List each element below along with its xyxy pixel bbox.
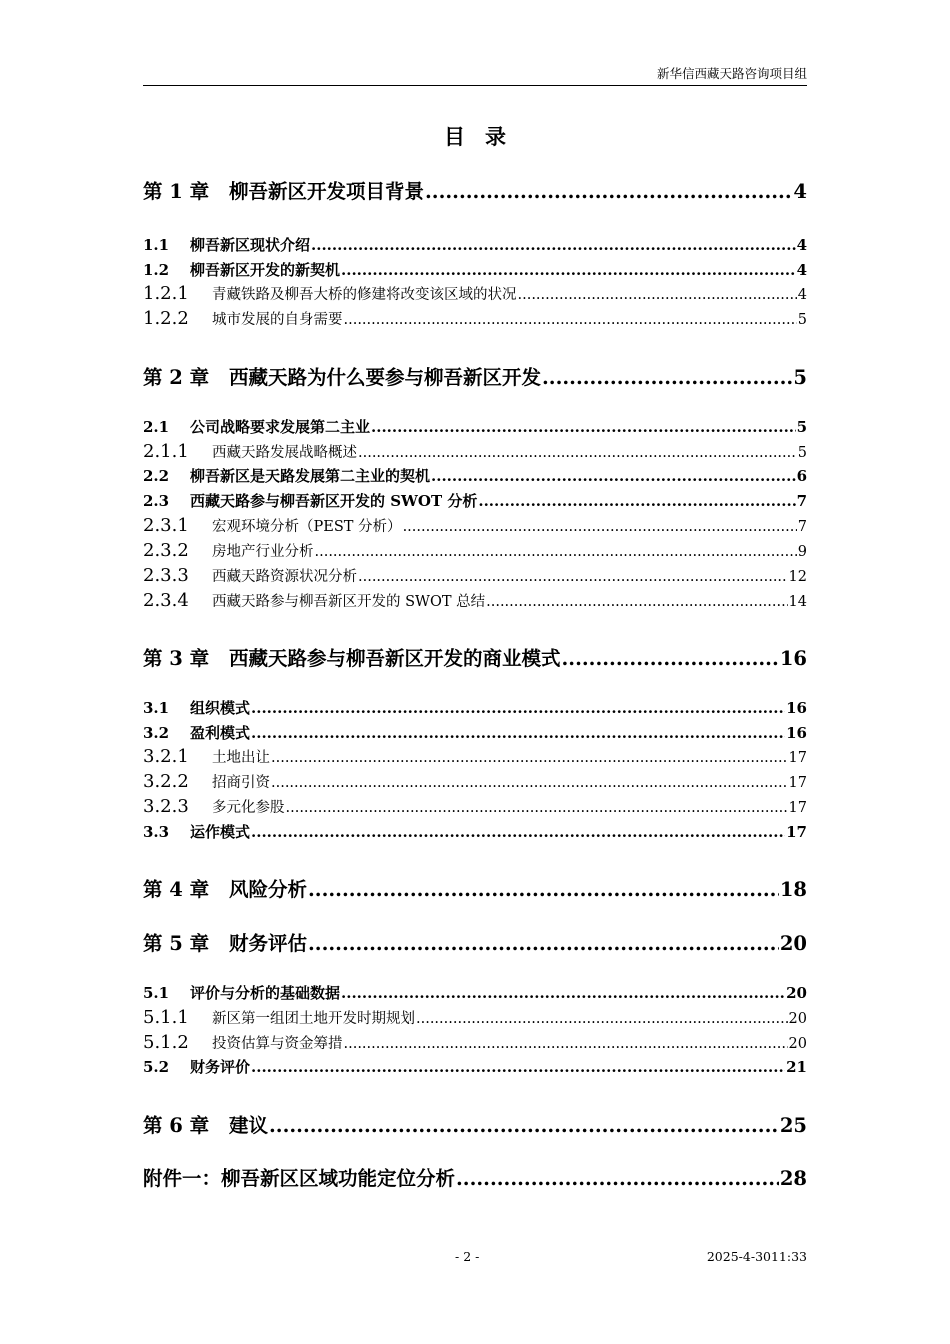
toc-entry-number: 1.2 <box>143 261 170 279</box>
toc-entry-page: 4 <box>796 236 807 254</box>
toc-entry[interactable] <box>143 928 807 956</box>
toc-entry-page: 20 <box>788 1011 807 1027</box>
toc-dot-leader <box>371 418 796 436</box>
toc-entry-label: 评价与分析的基础数据 <box>190 984 341 1002</box>
toc-dot-leader <box>308 878 779 901</box>
toc-dot-leader <box>358 445 797 461</box>
toc-entry-page: 16 <box>786 724 807 742</box>
toc-dot-leader <box>486 594 787 610</box>
toc-entry-label: 土地出让 <box>212 750 270 766</box>
toc-entry[interactable] <box>143 416 807 437</box>
toc-entry-number: 2.3.1 <box>143 515 189 536</box>
toc-entry[interactable] <box>143 771 807 792</box>
footer-date: 2025-4-3011:33 <box>706 1249 807 1264</box>
toc-entry[interactable] <box>143 362 807 390</box>
toc-entry-number: 第 6 章 <box>143 1114 210 1137</box>
toc-entry-label: 新区第一组团土地开发时期规划 <box>212 1011 415 1027</box>
toc-dot-leader <box>308 932 779 955</box>
toc-entry-number: 第 3 章 <box>143 647 210 670</box>
toc-entry-page: 5 <box>796 418 807 436</box>
toc-dot-leader <box>425 180 792 203</box>
toc-dot-leader <box>542 366 792 389</box>
toc-dot-leader <box>341 984 785 1002</box>
toc-entry-number: 1.1 <box>143 236 170 254</box>
toc-entry-number: 2.2 <box>143 467 170 485</box>
toc-entry-page: 17 <box>786 823 807 841</box>
toc-entry-page: 17 <box>788 800 807 816</box>
toc-entry[interactable] <box>143 796 807 817</box>
toc-dot-leader <box>315 544 797 560</box>
toc-entry[interactable] <box>143 1007 807 1028</box>
toc-dot-leader <box>251 724 785 742</box>
toc-entry-page: 20 <box>788 1036 807 1052</box>
toc-entry-label: 柳吾新区开发的新契机 <box>190 261 341 279</box>
toc-entry[interactable] <box>143 982 807 1003</box>
toc-entry[interactable] <box>143 874 807 902</box>
toc-entry[interactable] <box>143 1032 807 1053</box>
toc-entry-page: 16 <box>779 647 807 670</box>
toc-entry-number: 3.2.2 <box>143 771 189 792</box>
toc-entry-label: 城市发展的自身需要 <box>212 312 343 328</box>
toc-dot-leader <box>416 1011 788 1027</box>
toc-entry-number: 2.3 <box>143 492 170 510</box>
toc-entry[interactable] <box>143 821 807 842</box>
toc-dot-leader <box>403 519 797 535</box>
toc-entry-page: 5 <box>793 366 807 389</box>
toc-dot-leader <box>271 775 788 791</box>
toc-entry-number: 第 5 章 <box>143 932 210 955</box>
toc-entry-number: 3.2.1 <box>143 746 189 767</box>
toc-entry[interactable] <box>143 465 807 486</box>
toc-entry[interactable] <box>143 308 807 329</box>
toc-dot-leader <box>518 287 797 303</box>
toc-entry-label: 公司战略要求发展第二主业 <box>190 418 371 436</box>
toc-entry[interactable] <box>143 643 807 671</box>
toc-entry-number: 5.1.1 <box>143 1007 189 1028</box>
toc-dot-leader <box>311 236 796 254</box>
toc-entry-label: 柳吾新区是天路发展第二主业的契机 <box>190 467 431 485</box>
toc-entry-page: 9 <box>797 544 807 560</box>
toc-entry[interactable] <box>143 565 807 586</box>
toc-entry-number: 2.3.3 <box>143 565 189 586</box>
toc-entry-label: 西藏天路参与柳吾新区开发的商业模式 <box>229 647 561 670</box>
toc-dot-leader <box>269 1114 779 1137</box>
toc-entry-label: 盈利模式 <box>190 724 251 742</box>
toc-entry-number: 5.1.2 <box>143 1032 189 1053</box>
toc-entry-page: 4 <box>793 180 807 203</box>
toc-entry-number: 2.3.2 <box>143 540 189 561</box>
toc-entry-label: 西藏天路发展战略概述 <box>212 445 357 461</box>
toc-entry[interactable] <box>143 590 807 611</box>
toc-entry-page: 5 <box>797 445 807 461</box>
toc-entry-number: 2.3.4 <box>143 590 189 611</box>
page-header <box>143 66 807 86</box>
toc-entry[interactable] <box>143 697 807 718</box>
toc-entry-page: 7 <box>796 492 807 510</box>
toc-entry-page: 4 <box>796 261 807 279</box>
toc-entry-page: 20 <box>786 984 807 1002</box>
toc-entry-page: 20 <box>779 932 807 955</box>
toc-entry-label: 风险分析 <box>229 878 308 901</box>
toc-entry-label: 招商引资 <box>212 775 270 791</box>
toc-entry-page: 16 <box>786 699 807 717</box>
toc-entry[interactable] <box>143 176 807 204</box>
toc-entry[interactable] <box>143 441 807 462</box>
toc-entry-page: 12 <box>788 569 807 585</box>
toc-entry-label: 柳吾新区现状介绍 <box>190 236 311 254</box>
toc-entry-label: 财务评价 <box>190 1058 251 1076</box>
toc-dot-leader <box>251 1058 785 1076</box>
toc-dot-leader <box>344 312 797 328</box>
toc-entry[interactable] <box>143 259 807 280</box>
toc-entry-label: 西藏天路参与柳吾新区开发的 SWOT 分析 <box>190 492 478 510</box>
toc-dot-leader <box>358 569 788 585</box>
toc-entry[interactable] <box>143 234 807 255</box>
toc-entry-label: 西藏天路资源状况分析 <box>212 569 357 585</box>
toc-entry-number: 2.1.1 <box>143 441 189 462</box>
toc-entry[interactable] <box>143 540 807 561</box>
toc-entry-number: 3.2.3 <box>143 796 189 817</box>
toc-dot-leader <box>341 261 796 279</box>
toc-entry-page: 25 <box>779 1114 807 1137</box>
page-number: - 2 - <box>455 1249 480 1264</box>
toc-entry-number: 1.2.2 <box>143 308 189 329</box>
toc-entry-number: 第 4 章 <box>143 878 210 901</box>
toc-entry-label: 宏观环境分析（PEST 分析） <box>212 519 402 535</box>
toc-entry-page: 7 <box>797 519 807 535</box>
toc-entry[interactable] <box>143 1056 807 1077</box>
toc-entry-number: 5.2 <box>143 1058 170 1076</box>
toc-entry-label: 运作模式 <box>190 823 251 841</box>
toc-entry-label: 建议 <box>229 1114 269 1137</box>
toc-dot-leader <box>562 647 779 670</box>
toc-entry-page: 28 <box>779 1167 807 1190</box>
toc-entry-page: 4 <box>797 287 807 303</box>
toc-entry-page: 6 <box>796 467 807 485</box>
toc-entry-number: 5.1 <box>143 984 170 1002</box>
toc-dot-leader <box>431 467 796 485</box>
toc-dot-leader <box>344 1036 788 1052</box>
toc-entry-number: 3.2 <box>143 724 170 742</box>
toc-entry-label: 多元化参股 <box>212 800 285 816</box>
toc-entry-number: 第 1 章 <box>143 180 210 203</box>
toc-entry-page: 14 <box>788 594 807 610</box>
page-title: 目录 <box>444 124 526 149</box>
toc-entry-label: 柳吾新区开发项目背景 <box>229 180 425 203</box>
toc-entry-label: 投资估算与资金筹措 <box>212 1036 343 1052</box>
toc-entry[interactable] <box>143 515 807 536</box>
toc-dot-leader <box>456 1167 779 1190</box>
toc-entry-number: 3.3 <box>143 823 170 841</box>
header-text: 新华信西藏天路咨询项目组 <box>656 66 807 81</box>
toc-entry[interactable] <box>143 746 807 767</box>
toc-entry[interactable] <box>143 490 807 511</box>
toc-entry-page: 17 <box>788 750 807 766</box>
toc-dot-leader <box>271 750 788 766</box>
toc-entry-page: 21 <box>786 1058 807 1076</box>
toc-entry-number: 2.1 <box>143 418 170 436</box>
toc-entry-label: 青藏铁路及柳吾大桥的修建将改变该区域的状况 <box>212 287 517 303</box>
toc-entry-number: 1.2.1 <box>143 283 189 304</box>
toc-entry-number: 第 2 章 <box>143 366 210 389</box>
toc-dot-leader <box>286 800 788 816</box>
toc-entry[interactable] <box>143 1163 807 1191</box>
toc-entry-page: 17 <box>788 775 807 791</box>
toc-dot-leader <box>251 823 785 841</box>
toc-entry-number: 3.1 <box>143 699 170 717</box>
toc-entry-label: 组织模式 <box>190 699 251 717</box>
toc-entry[interactable] <box>143 722 807 743</box>
toc-entry[interactable] <box>143 1110 807 1138</box>
toc-entry-label: 房地产行业分析 <box>212 544 314 560</box>
toc-dot-leader <box>251 699 785 717</box>
toc-entry-page: 5 <box>797 312 807 328</box>
toc-entry-label: 财务评估 <box>229 932 308 955</box>
toc-entry-label: 附件一：柳吾新区区域功能定位分析 <box>143 1167 456 1190</box>
toc-entry[interactable] <box>143 283 807 304</box>
toc-entry-label: 西藏天路为什么要参与柳吾新区开发 <box>229 366 542 389</box>
toc-entry-label: 西藏天路参与柳吾新区开发的 SWOT 总结 <box>212 594 486 610</box>
toc-dot-leader <box>478 492 795 510</box>
toc-entry-page: 18 <box>779 878 807 901</box>
